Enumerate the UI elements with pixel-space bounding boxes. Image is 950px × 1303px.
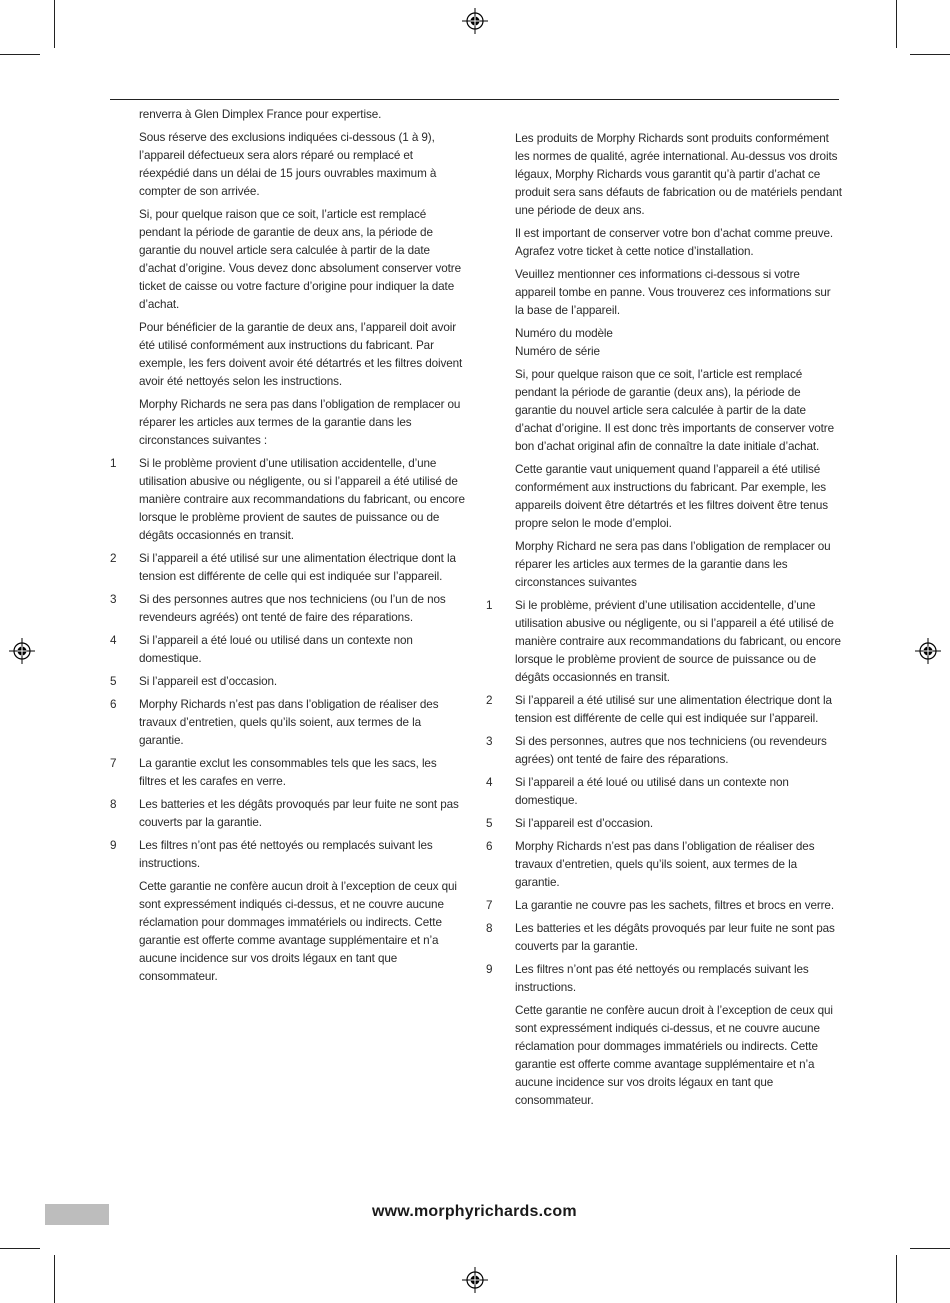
item-text: Les filtres n’ont pas été nettoyés ou remplacés suivant les instructions. xyxy=(139,839,433,870)
page-number-tab xyxy=(45,1204,109,1225)
list-item xyxy=(110,837,466,873)
item-text: La garantie exclut les consommables tels que les sacs, les filtres et les carafes en verre. xyxy=(139,757,437,788)
crop-mark xyxy=(910,54,950,55)
registration-mark-icon xyxy=(915,638,941,664)
list-item xyxy=(110,796,466,832)
paragraph: Morphy Richard ne sera pas dans l’obligation de remplacer ou réparer les articles aux termes de la garantie dans les circonstances suivantes xyxy=(515,540,831,589)
item-number: 4 xyxy=(486,776,493,789)
item-text: Morphy Richards n’est pas dans l’obligation de réaliser des travaux d’entretien, quels qu’ils soient, aux termes de la garantie. xyxy=(515,840,815,889)
closing-paragraph: Cette garantie ne confère aucun droit à l’exception de ceux qui sont expressément indiqués ci-dessus, et ne couvre aucune réclamation pour dommages immatériels ou indirects. Cette garantie est offerte comme avantage supplémentaire et n’a aucune incidence sur vos droits légaux en tant que consommateur. xyxy=(139,880,457,983)
item-number: 7 xyxy=(486,899,493,912)
item-text: Si des personnes, autres que nos techniciens (ou revendeurs agrées) ont tenté de faire des réparations. xyxy=(515,735,827,766)
item-number: 7 xyxy=(110,757,117,770)
item-text: Si l’appareil est d’occasion. xyxy=(515,817,654,830)
item-number: 1 xyxy=(110,457,117,470)
registration-mark-icon xyxy=(9,638,35,664)
list-item xyxy=(486,897,842,915)
item-number: 4 xyxy=(110,634,117,647)
list-item xyxy=(110,550,466,586)
item-text: Si l’appareil a été utilisé sur une alimentation électrique dont la tension est différente de celle qui est indiquée sur l’appareil. xyxy=(515,694,832,725)
list-item xyxy=(110,755,466,791)
list-item xyxy=(486,692,842,728)
item-text: Morphy Richards n’est pas dans l’obligation de réaliser des travaux d’entretien, quels qu’ils soient, aux termes de la garantie. xyxy=(139,698,439,747)
item-text: Si l’appareil est d’occasion. xyxy=(139,675,278,688)
item-number: 6 xyxy=(110,698,117,711)
paragraph: Cette garantie vaut uniquement quand l’appareil a été utilisé conformément aux instructions du fabricant. Par exemple, les appareils doivent être détartrés et les filtres doivent être tenus propre selon le mode d’emploi. xyxy=(515,463,829,530)
item-number: 6 xyxy=(486,840,493,853)
model-number-label: Numéro du modèle xyxy=(515,327,613,340)
paragraph: Morphy Richards ne sera pas dans l’obligation de remplacer ou réparer les articles aux termes de la garantie dans les circonstances suivantes : xyxy=(139,398,461,447)
serial-number-label: Numéro de série xyxy=(515,345,600,358)
list-item xyxy=(110,591,466,627)
item-number: 5 xyxy=(486,817,493,830)
paragraph: renverra à Glen Dimplex France pour expertise. xyxy=(139,108,382,121)
item-text: Si le problème provient d’une utilisation accidentelle, d’une utilisation abusive ou négligente, ou si l’appareil a été utilisé de manière contraire aux recommandations du fabricant, ou encore lorsque le problème provient de sautes de puissance ou de dégâts occasionnés en transit. xyxy=(139,457,465,542)
item-text: Si l’appareil a été loué ou utilisé dans un contexte non domestique. xyxy=(139,634,413,665)
paragraph: Les produits de Morphy Richards sont produits conformément les normes de qualité, agrée international. Au-dessus vos droits légaux, Morphy Richards vous garantit qu’à partir d’achat ce produit sera sans défauts de fabrication ou de matériels pendant une période de deux ans. xyxy=(515,132,842,217)
list-item xyxy=(486,815,842,833)
list-item xyxy=(486,774,842,810)
closing-paragraph: Cette garantie ne confère aucun droit à l’exception de ceux qui sont expressément indiqués ci-dessus, et ne couvre aucune réclamation pour dommages immatériels ou indirects. Cette garantie est offerte comme avantage supplémentaire et n’a aucune incidence sur vos droits légaux en tant que consommateur. xyxy=(515,1004,833,1107)
item-number: 8 xyxy=(486,922,493,935)
crop-mark xyxy=(54,0,55,48)
list-item xyxy=(110,673,466,691)
item-number: 1 xyxy=(486,599,493,612)
crop-mark xyxy=(54,1255,55,1303)
registration-mark-icon xyxy=(462,1267,488,1293)
list-item xyxy=(486,733,842,769)
crop-mark xyxy=(0,1248,40,1249)
list-item xyxy=(486,838,842,892)
list-item xyxy=(486,961,842,997)
right-column xyxy=(486,130,842,1115)
item-number: 9 xyxy=(486,963,493,976)
item-number: 8 xyxy=(110,798,117,811)
registration-mark-icon xyxy=(462,8,488,34)
item-number: 2 xyxy=(486,694,493,707)
item-text: Les batteries et les dégâts provoqués par leur fuite ne sont pas couverts par la garantie. xyxy=(515,922,835,953)
item-number: 3 xyxy=(110,593,117,606)
left-column xyxy=(110,106,466,991)
item-text: Si l’appareil a été loué ou utilisé dans un contexte non domestique. xyxy=(515,776,789,807)
crop-mark xyxy=(896,0,897,48)
item-text: Si des personnes autres que nos techniciens (ou l’un de nos revendeurs agréés) ont tenté de faire des réparations. xyxy=(139,593,446,624)
list-item xyxy=(110,632,466,668)
item-number: 9 xyxy=(110,839,117,852)
item-number: 2 xyxy=(110,552,117,565)
crop-mark xyxy=(910,1248,950,1249)
paragraph: Veuillez mentionner ces informations ci-dessous si votre appareil tombe en panne. Vous trouverez ces informations sur la base de l’appareil. xyxy=(515,268,831,317)
paragraph: Si, pour quelque raison que ce soit, l’article est remplacé pendant la période de garantie de deux ans, la période de garantie du nouvel article sera calculée à partir de la date d’achat d’origine. Vous devez donc absolument conserver votre ticket de caisse ou votre facture d’origine pour indiquer la date d’achat. xyxy=(139,208,461,311)
list-item xyxy=(110,455,466,545)
paragraph: Si, pour quelque raison que ce soit, l’article est remplacé pendant la période de garantie (deux ans), la période de garantie du nouvel article sera calculée à partir de la date d’achat d’origine. Il est donc très importants de conserver votre bon d’achat original afin de connaître la date initiale d’achat. xyxy=(515,368,834,453)
paragraph: Il est important de conserver votre bon d’achat comme preuve. Agrafez votre ticket à cette notice d’installation. xyxy=(515,227,834,258)
item-number: 3 xyxy=(486,735,493,748)
item-text: Les filtres n’ont pas été nettoyés ou remplacés suivant les instructions. xyxy=(515,963,809,994)
paragraph: Pour bénéficier de la garantie de deux ans, l’appareil doit avoir été utilisé conformément aux instructions du fabricant. Par exemple, les fers doivent avoir été détartrés et les filtres doivent avoir été nettoyés selon les instructions. xyxy=(139,321,463,388)
item-text: Si le problème, prévient d’une utilisation accidentelle, d’une utilisation abusive ou négligente, ou si l’appareil a été utilisé de manière contraire aux recommandations du fabricant, ou encore lorsque le problème provient de source de puissance ou de dégâts occasionnés en transit. xyxy=(515,599,841,684)
paragraph: Sous réserve des exclusions indiquées ci-dessous (1 à 9), l’appareil défectueux sera alors réparé ou remplacé et réexpédié dans un délai de 15 jours ouvrables maximum à compter de son arrivée. xyxy=(139,131,437,198)
item-text: Si l’appareil a été utilisé sur une alimentation électrique dont la tension est différente de celle qui est indiquée sur l’appareil. xyxy=(139,552,456,583)
list-item xyxy=(486,597,842,687)
crop-mark xyxy=(896,1255,897,1303)
crop-mark xyxy=(0,54,40,55)
item-text: La garantie ne couvre pas les sachets, filtres et brocs en verre. xyxy=(515,899,834,912)
website-url: www.morphyrichards.com xyxy=(372,1203,577,1220)
list-item xyxy=(486,920,842,956)
header-rule xyxy=(110,99,839,100)
list-item xyxy=(110,696,466,750)
item-number: 5 xyxy=(110,675,117,688)
item-text: Les batteries et les dégâts provoqués par leur fuite ne sont pas couverts par la garantie. xyxy=(139,798,459,829)
